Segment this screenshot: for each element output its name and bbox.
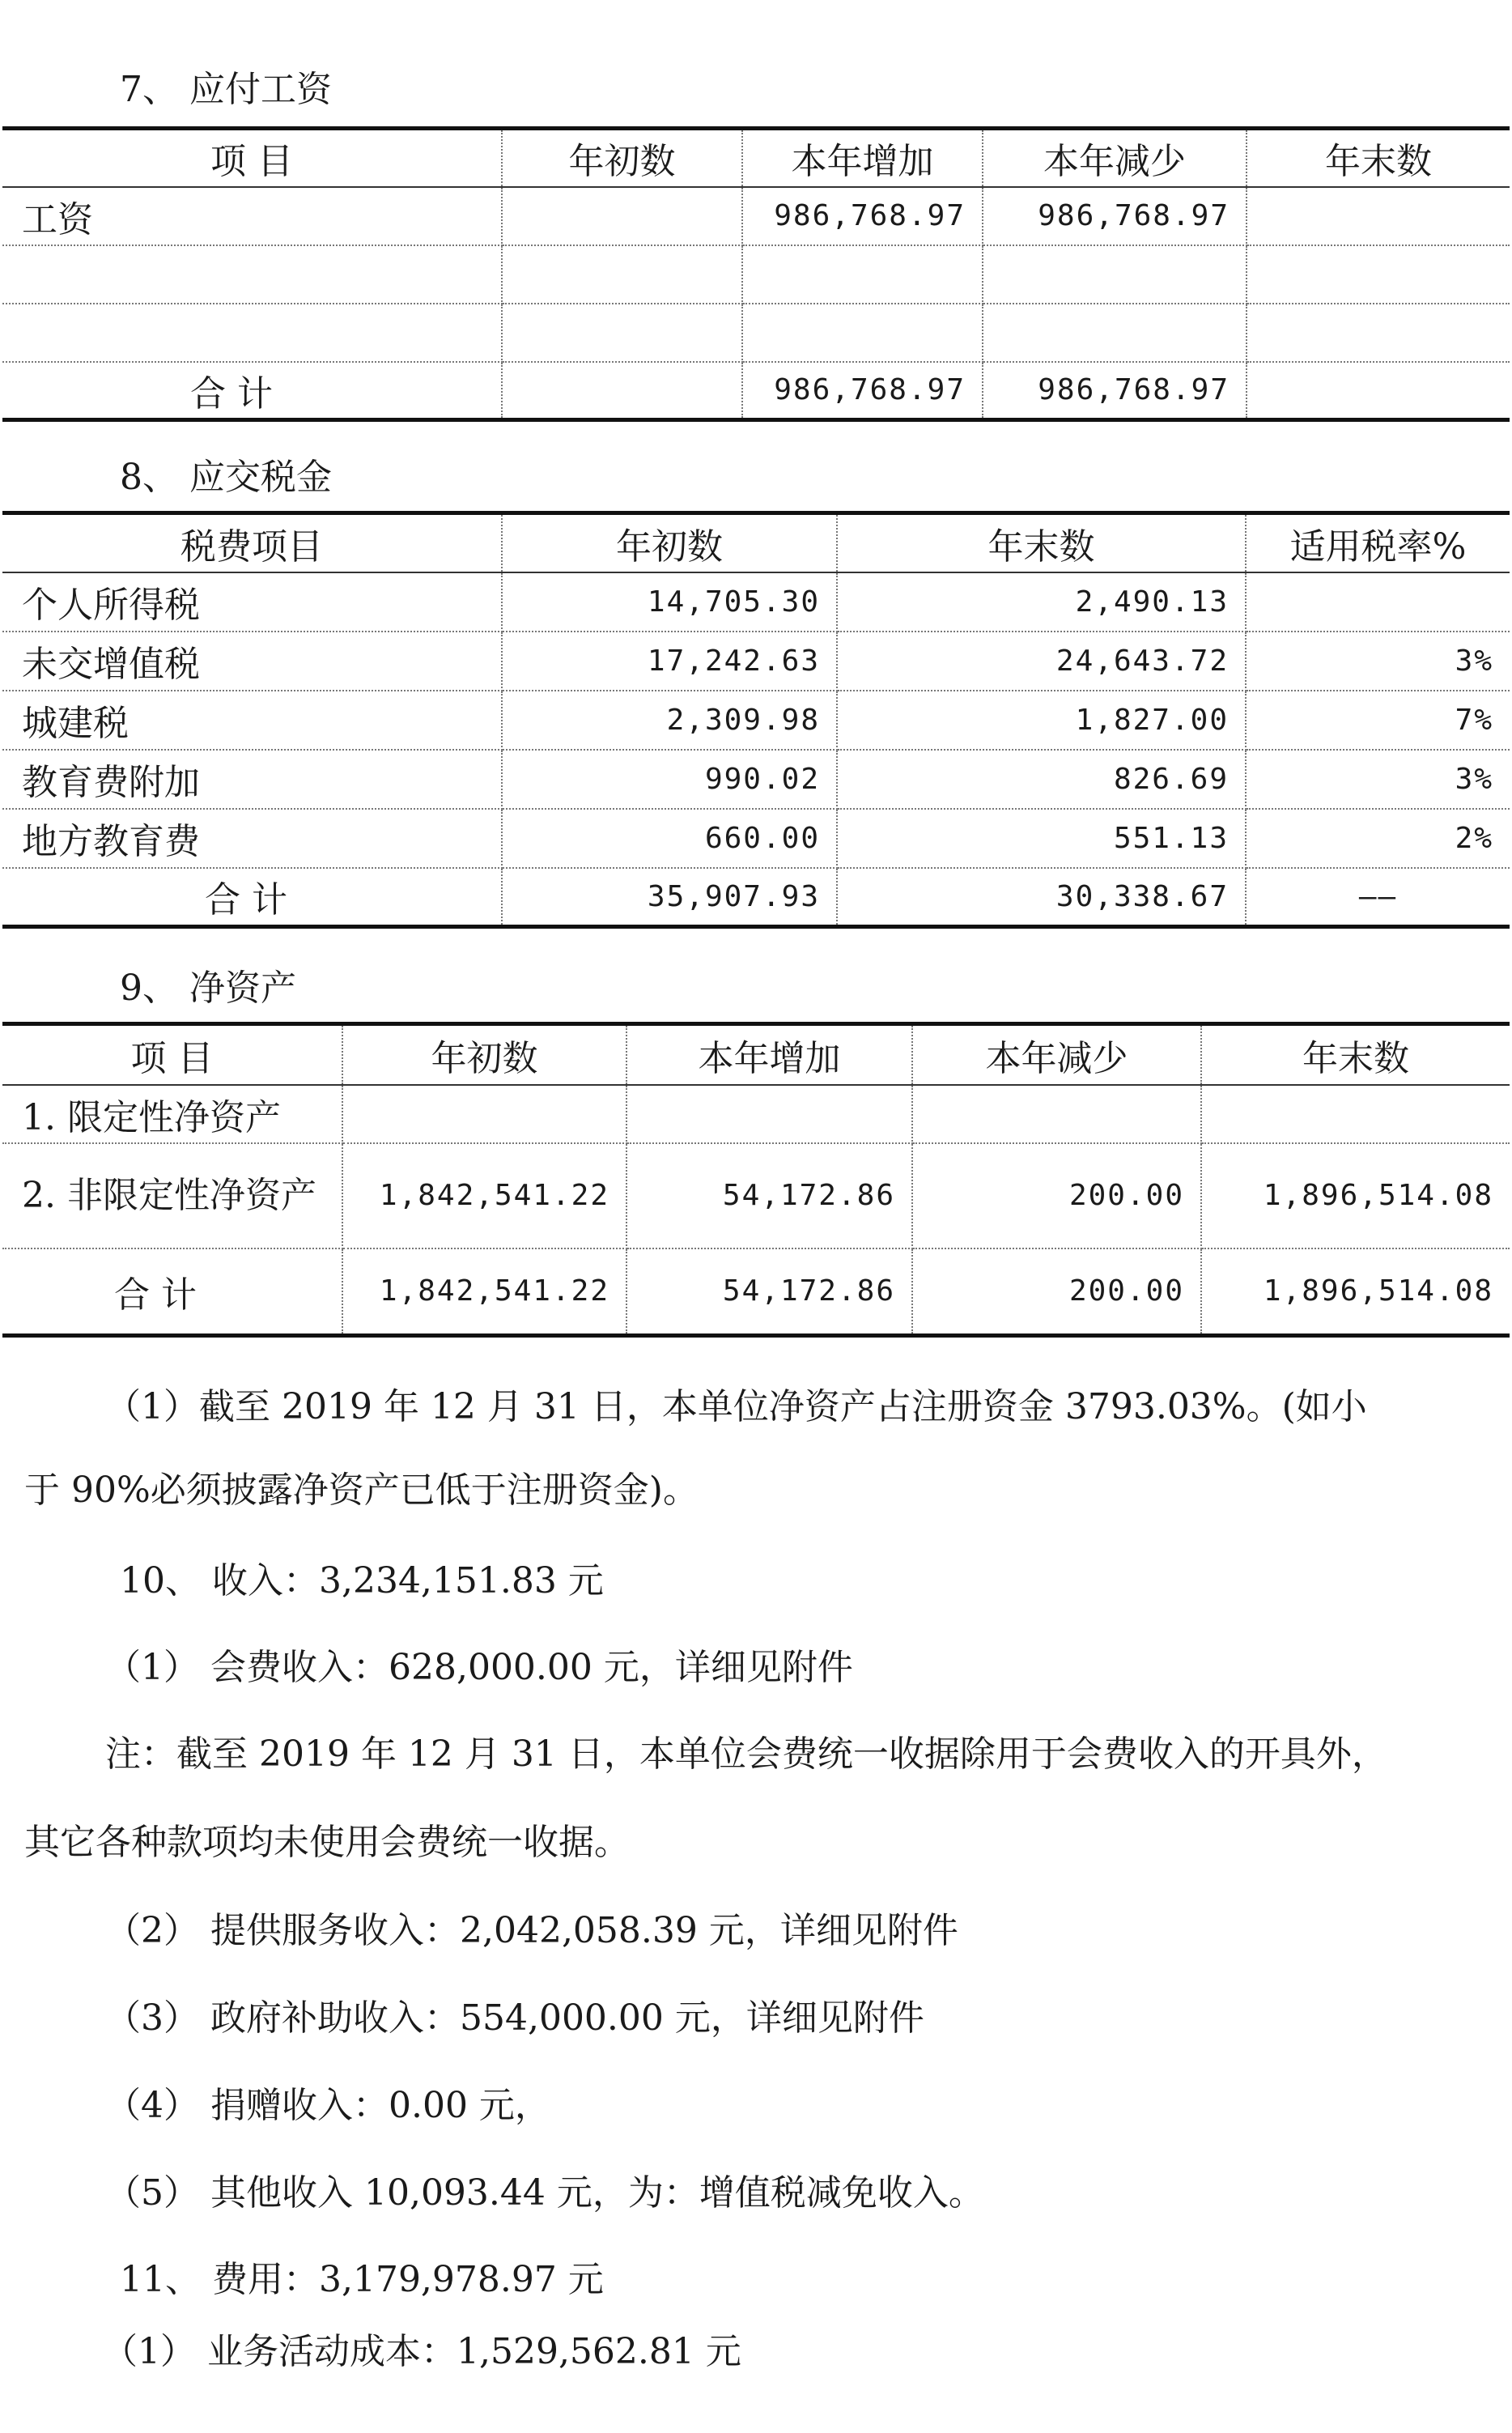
row-begin: 990.02 — [502, 750, 837, 809]
row-end — [1201, 1085, 1510, 1143]
section-8-title: 应交税金 — [189, 457, 332, 498]
row-begin: 660.00 — [502, 809, 837, 868]
table-row — [2, 304, 1510, 362]
section-9-number: 9、 — [120, 968, 178, 1009]
col-header-end: 年末数 — [1201, 1024, 1510, 1085]
col-header-rate: 适用税率% — [1246, 513, 1510, 572]
net-assets-ratio-line-1: （1）截至 2019 年 12 月 31 日，本单位净资产占注册资金 3793.03%。(如小 — [105, 1386, 1367, 1427]
total-begin: 35,907.93 — [502, 868, 837, 927]
row-item: 2. 非限定性净资产 — [2, 1143, 342, 1248]
table-row — [2, 1085, 1510, 1143]
total-label: 合 计 — [2, 362, 502, 420]
row-decrease: 986,768.97 — [983, 187, 1247, 245]
row-item: 教育费附加 — [2, 750, 502, 809]
section-9-title: 净资产 — [189, 968, 296, 1009]
row-end — [1247, 304, 1510, 362]
income-item-3: （3） 政府补助收入：554,000.00 元，详细见附件 — [105, 1997, 924, 2039]
net-assets-ratio-line-2: 于 90%必须披露净资产已低于注册资金)。 — [24, 1470, 699, 1511]
row-rate: 3% — [1246, 632, 1510, 691]
col-header-begin: 年初数 — [502, 129, 742, 187]
tax-header-row — [2, 513, 1510, 572]
col-header-item: 项 目 — [2, 129, 502, 187]
note-line-1: 注：截至 2019 年 12 月 31 日，本单位会费统一收据除用于会费收入的开具外， — [105, 1733, 1387, 1775]
table-row — [2, 750, 1510, 809]
section-8-heading — [120, 455, 332, 500]
total-label: 合 计 — [2, 1248, 342, 1336]
col-header-decrease: 本年减少 — [912, 1024, 1201, 1085]
row-begin: 1,842,541.22 — [342, 1143, 626, 1248]
row-end: 1,896,514.08 — [1201, 1143, 1510, 1248]
section-8-number: 8、 — [120, 457, 178, 498]
table-row — [2, 245, 1510, 304]
total-row — [2, 1248, 1510, 1336]
row-begin — [502, 245, 742, 304]
row-item: 工资 — [2, 187, 502, 245]
row-decrease — [983, 304, 1247, 362]
row-end: 551.13 — [837, 809, 1246, 868]
row-end: 826.69 — [837, 750, 1246, 809]
total-end: 30,338.67 — [837, 868, 1246, 927]
row-item: 1. 限定性净资产 — [2, 1085, 342, 1143]
table-row — [2, 1143, 1510, 1248]
section-7-heading — [120, 67, 332, 113]
total-rate: —— — [1358, 879, 1398, 913]
table-row — [2, 632, 1510, 691]
row-begin: 17,242.63 — [502, 632, 837, 691]
row-begin — [502, 187, 742, 245]
row-rate: 2% — [1246, 809, 1510, 868]
table-row — [2, 187, 1510, 245]
total-end — [1247, 362, 1510, 420]
total-decrease: 986,768.97 — [983, 362, 1247, 420]
payroll-table — [2, 126, 1510, 422]
col-header-tax-item: 税费项目 — [2, 513, 502, 572]
row-item: 未交增值税 — [2, 632, 502, 691]
total-end: 1,896,514.08 — [1263, 1274, 1493, 1308]
note-line-2: 其它各种款项均未使用会费统一收据。 — [24, 1822, 630, 1863]
section-9-heading — [120, 966, 296, 1011]
tax-table — [2, 511, 1510, 929]
table-row — [2, 809, 1510, 868]
income-item-2: （2） 提供服务收入：2,042,058.39 元，详细见附件 — [105, 1910, 958, 1951]
section-7-number: 7、 — [120, 69, 178, 110]
total-decrease: 200.00 — [912, 1248, 1201, 1336]
row-item: 城建税 — [2, 691, 502, 750]
row-begin: 14,705.30 — [502, 572, 837, 632]
row-end — [1247, 245, 1510, 304]
row-item: 地方教育费 — [2, 809, 502, 868]
row-item — [2, 304, 502, 362]
row-item — [2, 245, 502, 304]
table-row — [2, 572, 1510, 632]
row-rate — [1246, 572, 1510, 632]
row-end — [1247, 187, 1510, 245]
table-row — [2, 691, 1510, 750]
row-begin: 2,309.98 — [502, 691, 837, 750]
row-item: 个人所得税 — [2, 572, 502, 632]
expense-item-1: （1） 业务活动成本：1,529,562.81 元 — [102, 2331, 741, 2372]
row-decrease — [912, 1085, 1201, 1143]
row-rate: 3% — [1246, 750, 1510, 809]
row-begin — [502, 304, 742, 362]
col-header-increase: 本年增加 — [626, 1024, 912, 1085]
col-header-begin: 年初数 — [342, 1024, 626, 1085]
row-decrease — [983, 245, 1247, 304]
col-header-decrease: 本年减少 — [983, 129, 1247, 187]
col-header-item: 项 目 — [2, 1024, 342, 1085]
row-end: 1,827.00 — [837, 691, 1246, 750]
total-row — [2, 868, 1510, 927]
row-end: 2,490.13 — [837, 572, 1246, 632]
row-begin — [342, 1085, 626, 1143]
section-11-expense: 11、 费用：3,179,978.97 元 — [120, 2259, 604, 2300]
row-end: 24,643.72 — [837, 632, 1246, 691]
net-assets-header-row — [2, 1024, 1510, 1085]
total-label: 合 计 — [2, 868, 502, 927]
row-decrease: 200.00 — [912, 1143, 1201, 1248]
income-item-5: （5） 其他收入 10,093.44 元，为：增值税减免收入。 — [105, 2172, 984, 2214]
income-item-4: （4） 捐赠收入：0.00 元， — [105, 2085, 550, 2126]
row-increase — [626, 1085, 912, 1143]
row-increase — [742, 304, 983, 362]
total-increase: 986,768.97 — [742, 362, 983, 420]
total-row — [2, 362, 1510, 420]
net-assets-table — [2, 1022, 1510, 1338]
col-header-end: 年末数 — [837, 513, 1246, 572]
row-increase — [742, 245, 983, 304]
payroll-header-row — [2, 129, 1510, 187]
income-item-1: （1） 会费收入：628,000.00 元，详细见附件 — [105, 1647, 853, 1688]
row-rate: 7% — [1246, 691, 1510, 750]
col-header-end: 年末数 — [1247, 129, 1510, 187]
row-increase: 986,768.97 — [742, 187, 983, 245]
section-7-title: 应付工资 — [189, 69, 332, 110]
col-header-begin: 年初数 — [502, 513, 837, 572]
total-increase: 54,172.86 — [626, 1248, 912, 1336]
total-begin: 1,842,541.22 — [342, 1248, 626, 1336]
row-increase: 54,172.86 — [626, 1143, 912, 1248]
total-begin — [502, 362, 742, 420]
section-10-income: 10、 收入：3,234,151.83 元 — [120, 1560, 604, 1601]
col-header-increase: 本年增加 — [742, 129, 983, 187]
